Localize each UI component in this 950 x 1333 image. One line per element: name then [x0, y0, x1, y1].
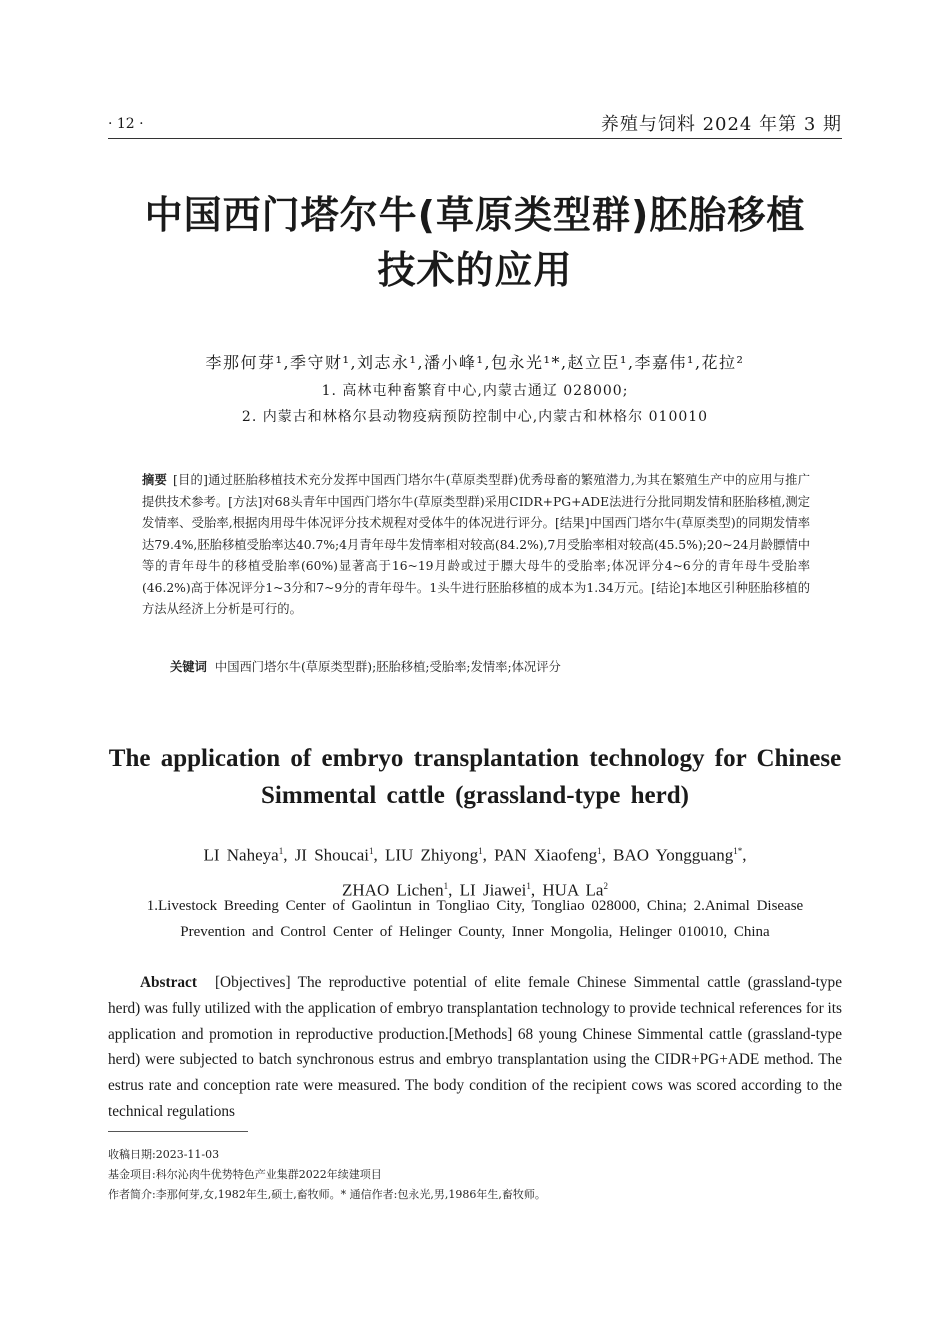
chinese-abstract [142, 470, 810, 621]
english-title-line-2: Simmental cattle (grassland-type herd) [261, 782, 689, 809]
author-affil-mark: 1 [278, 846, 284, 856]
footnote-received: 收稿日期:2023-11-03 [108, 1148, 220, 1161]
english-abstract [108, 970, 842, 1125]
chinese-title-line-1: 中国西门塔尔牛(草原类型群)胚胎移植 [144, 193, 806, 237]
author-name: LI Jiawei [459, 880, 527, 900]
chinese-title [80, 188, 870, 298]
author-affil-mark: 2 [603, 880, 608, 891]
author-affil-mark: 1 [526, 880, 531, 891]
author-name: JI Shoucai [294, 845, 369, 865]
author-affil-mark: 1 [443, 880, 449, 891]
footnote-divider [108, 1131, 248, 1132]
chinese-abstract-label: 摘要 [142, 473, 168, 487]
author-affil-mark: 1* [733, 846, 743, 856]
chinese-abstract-text: [目的]通过胚胎移植技术充分发挥中国西门塔尔牛(草原类型群)优秀母畜的繁殖潜力,为其在繁殖生产中的应用与推广提供技术参考。[方法]对68头青年中国西门塔尔牛(草原类型群)采用CIDR+PG+ADE法进行分批同期发情和胚胎移植,测定发情率、受胎率,根据肉用母牛体况评分技术规程对受体牛的体况进行评分。[结果]中国西门塔尔牛(草原类型)的同期发情率达79.4%,胚胎移植受胎率达40.7%;4月青年母牛发情率相对较高(84.2%),7月受胎率相对较高(45.5%);20~24月龄膘情中等的青年母牛的移植受胎率(60%)显著高于16~19月龄或过于膘大母牛的受胎率;体况评分4~6分的青年母牛受胎率(46.2%)高于体况评分1~3分和7~9分的青年母牛。1头牛进行胚胎移植的成本为1.34万元。[结论]本地区引种胚胎移植的方法从经济上分析是可行的。 [142, 473, 810, 616]
english-affiliation-line-2: Prevention and Control Center of Helinger County, Inner Mongolia, Helinger 010010, China [180, 924, 770, 940]
author-affil-mark: 1 [368, 846, 374, 856]
english-affiliations [100, 893, 850, 945]
english-title-line-1: The application of embryo transplantation technology for Chinese [108, 745, 842, 772]
author-name: LIU Zhiyong [384, 845, 479, 865]
chinese-keywords [170, 657, 561, 675]
author-affil-mark: 1 [597, 846, 602, 856]
chinese-keywords-label: 关键词 [170, 660, 207, 674]
page-number: · 12 · [108, 116, 144, 132]
english-title [100, 740, 850, 814]
chinese-authors: 李那何芽¹,季守财¹,刘志永¹,潘小峰¹,包永光¹*,赵立臣¹,李嘉伟¹,花拉² [205, 353, 745, 372]
author-name: LI Naheya [203, 845, 279, 865]
author-name: BAO Yongguang [613, 845, 734, 865]
author-name: HUA La [542, 880, 604, 900]
english-abstract-text: [Objectives] The reproductive potential of elite female Chinese Simmental cattle (grassland-type herd) was fully utilized with the application of embryo transplantation technology to provide technical references for its application and promotion in reproductive production.[Methods] 68 young Chinese Simmental cattle (grassland-type herd) were subjected to batch synchronous estrus and embryo transplantation using the CIDR+PG+ADE method. The estrus rate and conception rate were measured. The body condition of the recipient cows was scored according to the technical regulations [108, 974, 842, 1120]
english-authors-line-2: ZHAO Lichen$^1$, LI Jiawei$^1$, HUA La$^2$ [342, 880, 608, 900]
english-abstract-label: Abstract [140, 974, 197, 991]
chinese-affiliation-1: 1. 高林屯种畜繁育中心,内蒙古通辽 028000; [321, 383, 629, 399]
author-name: ZHAO Lichen [342, 880, 444, 900]
journal-issue: 养殖与饲料 2024 年第 3 期 [600, 114, 842, 135]
footnote-fund: 基金项目:科尔沁肉牛优势特色产业集群2022年续建项目 [108, 1168, 382, 1181]
english-authors-line-1: LI Naheya$^1$, JI Shoucai$^1$, LIU Zhiyong$^1$, PAN Xiaofeng$^1$, BAO Yongguang$^{1*}$, [203, 845, 747, 865]
author-name: PAN Xiaofeng [494, 845, 598, 865]
chinese-affiliation-2: 2. 内蒙古和林格尔县动物疫病预防控制中心,内蒙古和林格尔 010010 [241, 409, 709, 425]
footnote-author-bio: 作者简介:李那何芽,女,1982年生,硕士,畜牧师。* 通信作者:包永光,男,1986年生,畜牧师。 [108, 1188, 546, 1201]
author-affil-mark: 1 [478, 846, 483, 856]
chinese-title-line-2: 技术的应用 [377, 248, 573, 292]
english-affiliation-line-1: 1.Livestock Breeding Center of Gaolintun in Tongliao City, Tongliao 028000, China; 2.Animal Disease [146, 898, 804, 914]
header-divider [108, 138, 842, 139]
chinese-keywords-text: 中国西门塔尔牛(草原类型群);胚胎移植;受胎率;发情率;体况评分 [214, 660, 561, 674]
